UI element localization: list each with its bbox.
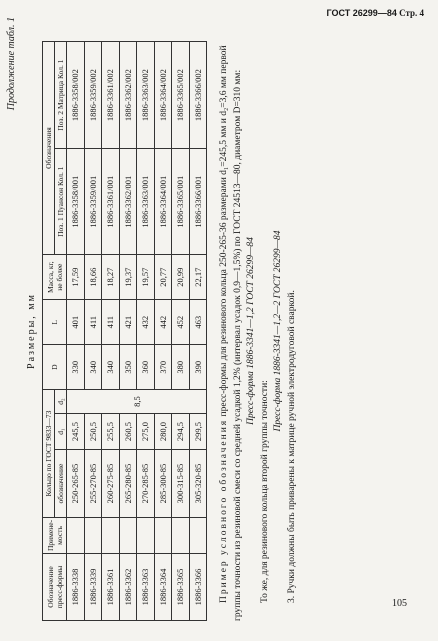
- dimensions-caption: Размеры, мм: [26, 293, 37, 369]
- col-mass: Масса, кг, не более: [43, 255, 67, 300]
- notes-block: [218, 41, 299, 621]
- col-pf: Обозначение пресс-формы: [43, 554, 67, 621]
- second-group-text: То же, для резинового кольца второй группы точности:: [259, 380, 270, 603]
- col-d1: d₁: [55, 413, 67, 449]
- standard-title: ГОСТ 26299—84: [326, 8, 397, 18]
- formula-1: Пресс-форма 1886-3341—1,2 ГОСТ 26299—84: [246, 237, 256, 425]
- item-3: 3. Ручки должны быть приварены к матрице ручной электродуговой сваркой.: [286, 290, 297, 603]
- table-row: 1886-3366 305-320-85 299,5 390 463 22,17 1886-3366/001 1886-3366/002: [189, 42, 207, 621]
- rotated-content: [0, 1, 438, 641]
- page-label: Стр. 4: [399, 8, 424, 18]
- d2-value: 8,5: [67, 390, 207, 414]
- example-text: пресс-формы для резинового кольца 250-265-36 размерами d₁=245,5 мм и d₂=3,6 мм первой группы точности из резиновой смеси со средней усадкой 1,2% (интервал усадок 0,9—1,5%) по ГОСТ 24513—80, диаметром D=310 мм:: [219, 45, 243, 621]
- table-row: 1886-3362 265-280-85 260,5 350 421 19,37 1886-3362/001 1886-3362/002: [119, 42, 137, 621]
- table-row: 1886-3339 255-270-85 250,5 340 411 18,66 1886-3359/001 1886-3359/002: [84, 42, 102, 621]
- formula-2: Пресс-форма 1886-3341—1,2—2 ГОСТ 26299—84: [273, 230, 283, 432]
- col-ring-des: обозначение: [55, 450, 67, 518]
- table-row: 1886-3364 285-300-85 280,0 370 442 20,77 1886-3364/001 1886-3364/002: [154, 42, 172, 621]
- col-prim: Примене-мость: [43, 517, 67, 553]
- col-D: D: [43, 345, 67, 390]
- table-continuation: Продолжение табл. 1: [6, 17, 17, 111]
- table-row: 1886-3338 250-265-85 245,5 8,5 330 401 17,59 1886-3358/001 1886-3358/002: [67, 42, 85, 621]
- dimensions-table: [42, 41, 207, 621]
- example-lead: Пример условного обозначения: [219, 418, 229, 603]
- col-pos1: Поз. 1 Пуансон Кол. 1: [55, 149, 67, 255]
- col-L: L: [43, 300, 67, 345]
- col-ring: Кольцо по ГОСТ 9833—73: [43, 390, 55, 518]
- table-row: 1886-3361 260-275-85 255,5 340 411 18,27 1886-3361/001 1886-3361/002: [102, 42, 120, 621]
- col-d2: d₂: [55, 390, 67, 414]
- col-pos2: Поз. 2 Матрица Кол. 1: [55, 42, 67, 149]
- table-row: 1886-3365 300-315-85 294,5 380 452 20,99 1886-3365/001 1886-3365/002: [172, 42, 190, 621]
- page-number: 105: [392, 598, 407, 609]
- col-designation: Обозначения: [43, 42, 55, 255]
- table-row: 1886-3363 270-285-85 275,0 360 432 19,57 1886-3363/001 1886-3363/002: [137, 42, 155, 621]
